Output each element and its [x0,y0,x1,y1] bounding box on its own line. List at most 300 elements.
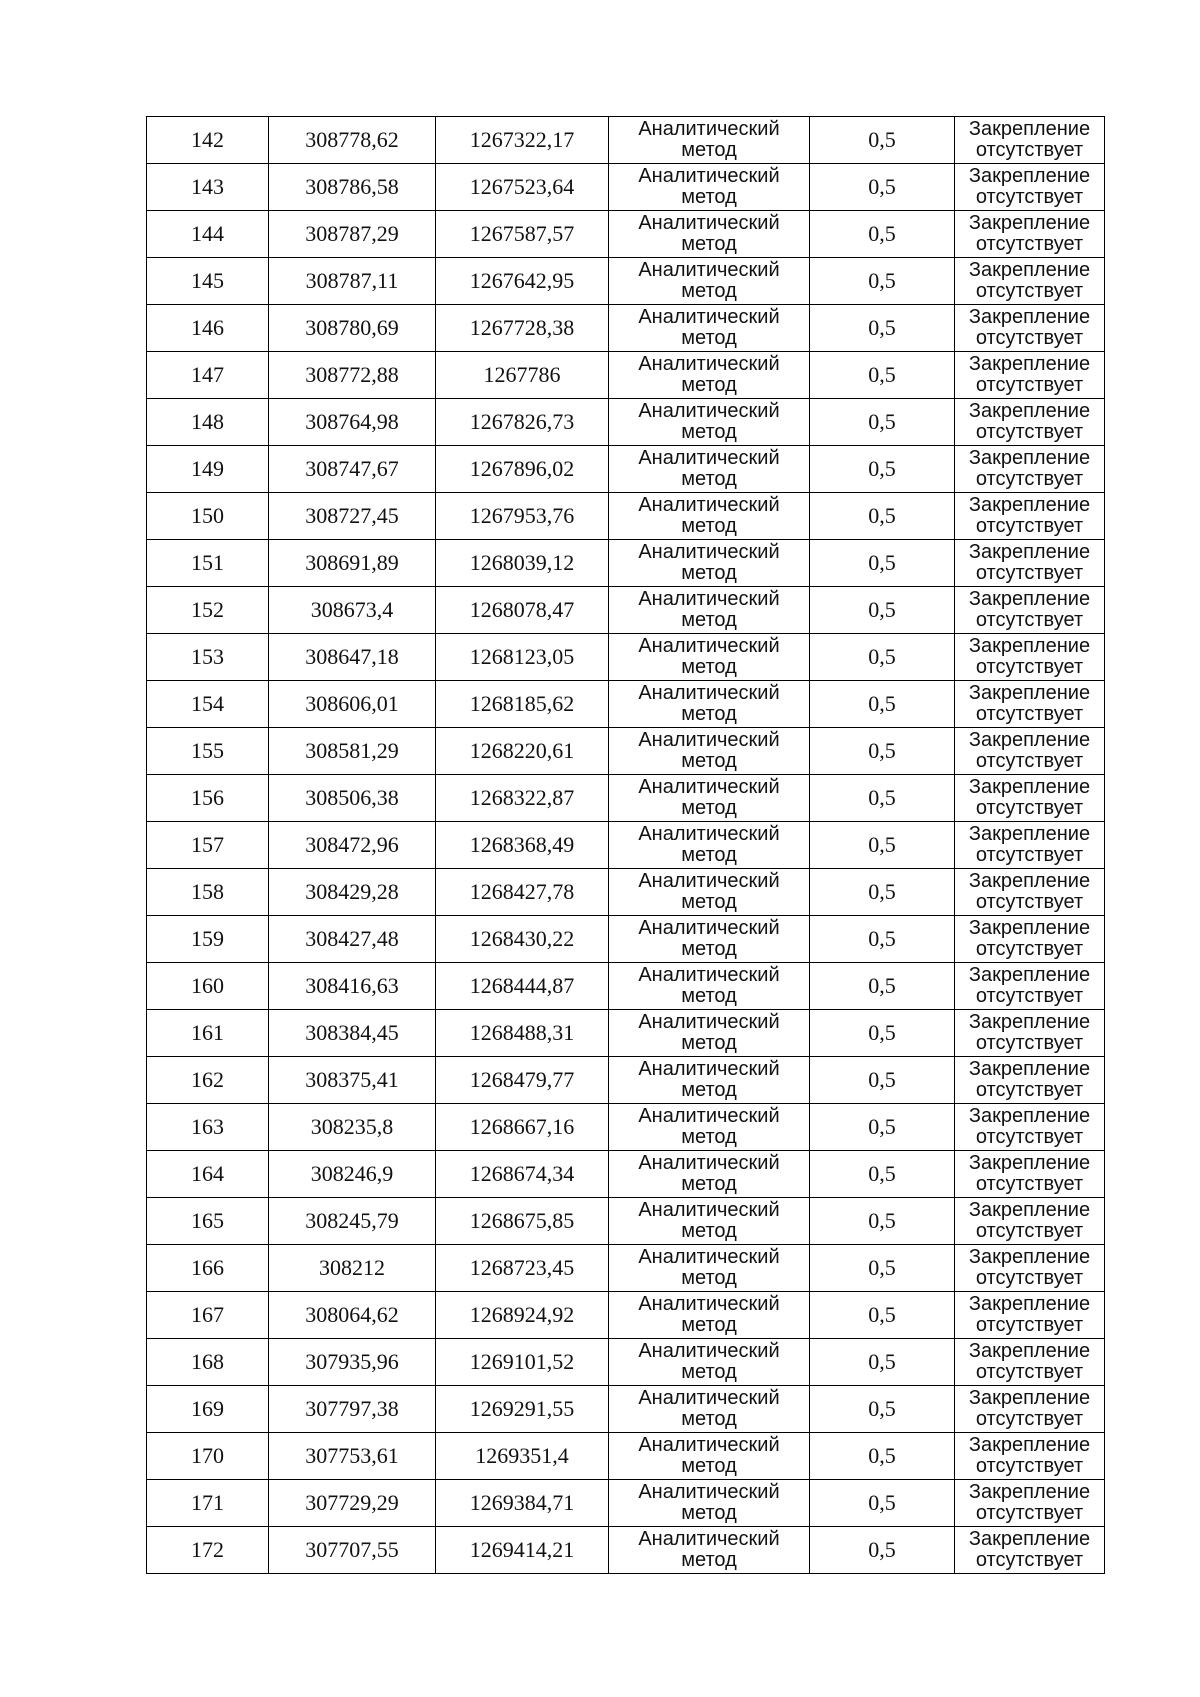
point-number-cell: 161 [147,1010,269,1057]
accuracy-cell: 0,5 [810,634,955,681]
accuracy-cell: 0,5 [810,117,955,164]
method-cell-line2: метод [681,985,737,1007]
method-cell-line1: Аналитический [638,1528,780,1550]
marker-cell-line1: Закрепление [968,870,1091,892]
accuracy-cell: 0,5 [810,1245,955,1292]
y-coordinate-cell: 1269291,55 [436,1386,609,1433]
point-number-cell: 160 [147,963,269,1010]
accuracy-cell: 0,5 [810,869,955,916]
method-cell-line2: метод [681,1173,737,1195]
point-number-cell: 170 [147,1433,269,1480]
point-number-cell: 144 [147,211,269,258]
method-cell-line1: Аналитический [638,776,780,798]
method-cell [609,1245,810,1292]
marker-cell-line1: Закрепление [968,1293,1091,1315]
accuracy-cell: 0,5 [810,1480,955,1527]
marker-cell-line2: отсутствует [975,374,1084,396]
point-number-cell: 157 [147,822,269,869]
marker-cell [955,634,1105,681]
table-row [147,446,1105,493]
accuracy-cell: 0,5 [810,1151,955,1198]
marker-cell [955,1245,1105,1292]
accuracy-cell: 0,5 [810,1198,955,1245]
marker-cell-line1: Закрепление [968,400,1091,422]
method-cell-line2: метод [681,656,737,678]
marker-cell-line2: отсутствует [975,1314,1084,1336]
point-number-cell: 167 [147,1292,269,1339]
point-number-cell: 154 [147,681,269,728]
x-coordinate-cell: 308429,28 [269,869,436,916]
method-cell [609,1104,810,1151]
point-number-cell: 155 [147,728,269,775]
method-cell-line1: Аналитический [638,1340,780,1362]
accuracy-cell: 0,5 [810,1057,955,1104]
y-coordinate-cell: 1268667,16 [436,1104,609,1151]
point-number-cell: 169 [147,1386,269,1433]
y-coordinate-cell: 1268368,49 [436,822,609,869]
y-coordinate-cell: 1269384,71 [436,1480,609,1527]
marker-cell [955,1386,1105,1433]
point-number-cell: 150 [147,493,269,540]
marker-cell-line1: Закрепление [968,447,1091,469]
x-coordinate-cell: 308764,98 [269,399,436,446]
method-cell-line2: метод [681,1126,737,1148]
x-coordinate-cell: 308778,62 [269,117,436,164]
marker-cell-line1: Закрепление [968,353,1091,375]
marker-cell-line1: Закрепление [968,118,1091,140]
method-cell-line2: метод [681,421,737,443]
marker-cell-line2: отсутствует [975,703,1084,725]
marker-cell [955,963,1105,1010]
accuracy-cell: 0,5 [810,305,955,352]
point-number-cell: 146 [147,305,269,352]
x-coordinate-cell: 308416,63 [269,963,436,1010]
accuracy-cell: 0,5 [810,493,955,540]
y-coordinate-cell: 1267322,17 [436,117,609,164]
x-coordinate-cell: 308727,45 [269,493,436,540]
point-number-cell: 153 [147,634,269,681]
marker-cell-line2: отсутствует [975,750,1084,772]
marker-cell-line1: Закрепление [968,1434,1091,1456]
point-number-cell: 143 [147,164,269,211]
marker-cell-line2: отсутствует [975,1502,1084,1524]
x-coordinate-cell: 308235,8 [269,1104,436,1151]
method-cell-line1: Аналитический [638,353,780,375]
method-cell [609,1480,810,1527]
method-cell-line1: Аналитический [638,1105,780,1127]
marker-cell [955,1057,1105,1104]
marker-cell-line2: отсутствует [975,1079,1084,1101]
method-cell-line2: метод [681,374,737,396]
marker-cell [955,1010,1105,1057]
table-row [147,775,1105,822]
point-number-cell: 165 [147,1198,269,1245]
y-coordinate-cell: 1268039,12 [436,540,609,587]
accuracy-cell: 0,5 [810,164,955,211]
point-number-cell: 162 [147,1057,269,1104]
method-cell-line2: метод [681,1549,737,1571]
table-row [147,1480,1105,1527]
x-coordinate-cell: 308246,9 [269,1151,436,1198]
method-cell-line1: Аналитический [638,541,780,563]
accuracy-cell: 0,5 [810,681,955,728]
marker-cell-line2: отсутствует [975,797,1084,819]
marker-cell-line1: Закрепление [968,494,1091,516]
method-cell [609,822,810,869]
x-coordinate-cell: 307797,38 [269,1386,436,1433]
marker-cell-line1: Закрепление [968,1199,1091,1221]
accuracy-cell: 0,5 [810,399,955,446]
accuracy-cell: 0,5 [810,352,955,399]
method-cell [609,587,810,634]
method-cell-line1: Аналитический [638,964,780,986]
method-cell-line2: метод [681,1032,737,1054]
y-coordinate-cell: 1268078,47 [436,587,609,634]
marker-cell [955,1151,1105,1198]
method-cell-line1: Аналитический [638,1481,780,1503]
method-cell-line2: метод [681,1079,737,1101]
marker-cell [955,1104,1105,1151]
marker-cell [955,587,1105,634]
method-cell-line2: метод [681,844,737,866]
table-row [147,117,1105,164]
table-row [147,1245,1105,1292]
x-coordinate-cell: 308375,41 [269,1057,436,1104]
y-coordinate-cell: 1268185,62 [436,681,609,728]
table-row [147,916,1105,963]
marker-cell-line2: отсутствует [975,1173,1084,1195]
marker-cell-line2: отсутствует [975,1361,1084,1383]
x-coordinate-cell: 308581,29 [269,728,436,775]
marker-cell-line1: Закрепление [968,1011,1091,1033]
method-cell-line2: метод [681,515,737,537]
marker-cell [955,1198,1105,1245]
point-number-cell: 142 [147,117,269,164]
method-cell [609,446,810,493]
x-coordinate-cell: 308384,45 [269,1010,436,1057]
marker-cell-line1: Закрепление [968,1528,1091,1550]
point-number-cell: 145 [147,258,269,305]
marker-cell [955,1480,1105,1527]
method-cell-line1: Аналитический [638,494,780,516]
method-cell-line1: Аналитический [638,118,780,140]
method-cell-line1: Аналитический [638,447,780,469]
y-coordinate-cell: 1268220,61 [436,728,609,775]
marker-cell-line2: отсутствует [975,656,1084,678]
y-coordinate-cell: 1268123,05 [436,634,609,681]
x-coordinate-cell: 308506,38 [269,775,436,822]
x-coordinate-cell: 308064,62 [269,1292,436,1339]
marker-cell-line1: Закрепление [968,917,1091,939]
marker-cell [955,1433,1105,1480]
y-coordinate-cell: 1267953,76 [436,493,609,540]
marker-cell-line1: Закрепление [968,212,1091,234]
x-coordinate-cell: 308472,96 [269,822,436,869]
method-cell [609,1057,810,1104]
marker-cell-line1: Закрепление [968,1246,1091,1268]
table-row [147,963,1105,1010]
method-cell-line1: Аналитический [638,729,780,751]
method-cell [609,164,810,211]
method-cell [609,117,810,164]
x-coordinate-cell: 308212 [269,1245,436,1292]
method-cell-line1: Аналитический [638,1387,780,1409]
method-cell-line2: метод [681,233,737,255]
marker-cell [955,352,1105,399]
method-cell-line1: Аналитический [638,165,780,187]
x-coordinate-cell: 308772,88 [269,352,436,399]
table-row [147,493,1105,540]
point-number-cell: 166 [147,1245,269,1292]
point-number-cell: 172 [147,1527,269,1574]
table-row [147,1433,1105,1480]
coordinates-table [146,116,1105,1574]
accuracy-cell: 0,5 [810,1386,955,1433]
x-coordinate-cell: 308245,79 [269,1198,436,1245]
point-number-cell: 158 [147,869,269,916]
accuracy-cell: 0,5 [810,1527,955,1574]
y-coordinate-cell: 1267896,02 [436,446,609,493]
table-row [147,1527,1105,1574]
method-cell [609,1433,810,1480]
method-cell [609,1527,810,1574]
y-coordinate-cell: 1268444,87 [436,963,609,1010]
marker-cell [955,1527,1105,1574]
accuracy-cell: 0,5 [810,963,955,1010]
method-cell-line2: метод [681,468,737,490]
marker-cell-line2: отсутствует [975,985,1084,1007]
marker-cell [955,164,1105,211]
method-cell-line2: метод [681,797,737,819]
y-coordinate-cell: 1267642,95 [436,258,609,305]
table-row [147,164,1105,211]
method-cell-line2: метод [681,609,737,631]
x-coordinate-cell: 308787,11 [269,258,436,305]
marker-cell-line2: отсутствует [975,1220,1084,1242]
marker-cell [955,728,1105,775]
marker-cell [955,399,1105,446]
method-cell-line1: Аналитический [638,400,780,422]
marker-cell-line2: отсутствует [975,562,1084,584]
method-cell [609,211,810,258]
table-row [147,1198,1105,1245]
method-cell-line2: метод [681,1220,737,1242]
method-cell-line2: метод [681,562,737,584]
accuracy-cell: 0,5 [810,1433,955,1480]
marker-cell-line2: отсутствует [975,515,1084,537]
y-coordinate-cell: 1268322,87 [436,775,609,822]
marker-cell-line1: Закрепление [968,964,1091,986]
point-number-cell: 168 [147,1339,269,1386]
point-number-cell: 152 [147,587,269,634]
marker-cell-line2: отсутствует [975,186,1084,208]
method-cell [609,352,810,399]
marker-cell-line2: отсутствует [975,327,1084,349]
marker-cell-line2: отсутствует [975,1408,1084,1430]
method-cell-line1: Аналитический [638,1199,780,1221]
marker-cell [955,258,1105,305]
method-cell [609,399,810,446]
table-row [147,1151,1105,1198]
marker-cell-line2: отсутствует [975,468,1084,490]
method-cell-line2: метод [681,280,737,302]
accuracy-cell: 0,5 [810,446,955,493]
method-cell-line1: Аналитический [638,588,780,610]
table-row [147,1104,1105,1151]
method-cell [609,1386,810,1433]
y-coordinate-cell: 1269351,4 [436,1433,609,1480]
method-cell-line2: метод [681,1455,737,1477]
method-cell [609,963,810,1010]
table-row [147,305,1105,352]
accuracy-cell: 0,5 [810,211,955,258]
marker-cell-line1: Закрепление [968,635,1091,657]
marker-cell-line2: отсутствует [975,280,1084,302]
y-coordinate-cell: 1267728,38 [436,305,609,352]
method-cell-line2: метод [681,1408,737,1430]
x-coordinate-cell: 308691,89 [269,540,436,587]
accuracy-cell: 0,5 [810,258,955,305]
method-cell-line2: метод [681,186,737,208]
accuracy-cell: 0,5 [810,916,955,963]
accuracy-cell: 0,5 [810,1104,955,1151]
marker-cell [955,305,1105,352]
method-cell [609,869,810,916]
y-coordinate-cell: 1267786 [436,352,609,399]
marker-cell-line2: отсутствует [975,139,1084,161]
marker-cell-line1: Закрепление [968,729,1091,751]
method-cell [609,634,810,681]
accuracy-cell: 0,5 [810,1010,955,1057]
method-cell-line1: Аналитический [638,1011,780,1033]
method-cell-line1: Аналитический [638,1058,780,1080]
point-number-cell: 156 [147,775,269,822]
method-cell-line2: метод [681,327,737,349]
marker-cell-line1: Закрепление [968,1387,1091,1409]
marker-cell-line1: Закрепление [968,823,1091,845]
table-row [147,681,1105,728]
point-number-cell: 159 [147,916,269,963]
method-cell [609,493,810,540]
point-number-cell: 148 [147,399,269,446]
marker-cell-line1: Закрепление [968,1105,1091,1127]
method-cell [609,775,810,822]
marker-cell-line1: Закрепление [968,1152,1091,1174]
marker-cell [955,869,1105,916]
point-number-cell: 149 [147,446,269,493]
marker-cell [955,775,1105,822]
marker-cell-line2: отсутствует [975,1267,1084,1289]
point-number-cell: 171 [147,1480,269,1527]
point-number-cell: 164 [147,1151,269,1198]
method-cell-line2: метод [681,1267,737,1289]
table-row [147,728,1105,775]
method-cell-line1: Аналитический [638,870,780,892]
x-coordinate-cell: 308787,29 [269,211,436,258]
marker-cell-line1: Закрепление [968,259,1091,281]
table-row [147,258,1105,305]
marker-cell-line2: отсутствует [975,891,1084,913]
x-coordinate-cell: 308647,18 [269,634,436,681]
x-coordinate-cell: 307729,29 [269,1480,436,1527]
method-cell [609,1339,810,1386]
x-coordinate-cell: 308606,01 [269,681,436,728]
method-cell-line2: метод [681,139,737,161]
y-coordinate-cell: 1268924,92 [436,1292,609,1339]
marker-cell [955,916,1105,963]
marker-cell [955,117,1105,164]
method-cell-line2: метод [681,750,737,772]
method-cell-line1: Аналитический [638,1246,780,1268]
marker-cell-line1: Закрепление [968,1340,1091,1362]
accuracy-cell: 0,5 [810,540,955,587]
marker-cell [955,540,1105,587]
method-cell-line2: метод [681,891,737,913]
marker-cell-line2: отсутствует [975,233,1084,255]
table-row [147,540,1105,587]
table-row [147,634,1105,681]
method-cell [609,681,810,728]
marker-cell-line2: отсутствует [975,1126,1084,1148]
x-coordinate-cell: 307753,61 [269,1433,436,1480]
accuracy-cell: 0,5 [810,1339,955,1386]
x-coordinate-cell: 308427,48 [269,916,436,963]
x-coordinate-cell: 308673,4 [269,587,436,634]
method-cell-line2: метод [681,703,737,725]
marker-cell-line2: отсутствует [975,421,1084,443]
marker-cell-line1: Закрепление [968,1481,1091,1503]
y-coordinate-cell: 1267587,57 [436,211,609,258]
method-cell-line2: метод [681,1314,737,1336]
y-coordinate-cell: 1268427,78 [436,869,609,916]
y-coordinate-cell: 1267826,73 [436,399,609,446]
table-row [147,399,1105,446]
method-cell [609,1010,810,1057]
method-cell [609,728,810,775]
x-coordinate-cell: 307707,55 [269,1527,436,1574]
accuracy-cell: 0,5 [810,1292,955,1339]
method-cell-line1: Аналитический [638,1293,780,1315]
y-coordinate-cell: 1269101,52 [436,1339,609,1386]
marker-cell-line2: отсутствует [975,938,1084,960]
table-row [147,211,1105,258]
y-coordinate-cell: 1267523,64 [436,164,609,211]
y-coordinate-cell: 1268479,77 [436,1057,609,1104]
accuracy-cell: 0,5 [810,728,955,775]
table-row [147,587,1105,634]
y-coordinate-cell: 1268723,45 [436,1245,609,1292]
marker-cell-line1: Закрепление [968,541,1091,563]
method-cell-line1: Аналитический [638,635,780,657]
x-coordinate-cell: 308786,58 [269,164,436,211]
accuracy-cell: 0,5 [810,822,955,869]
marker-cell [955,1292,1105,1339]
y-coordinate-cell: 1269414,21 [436,1527,609,1574]
x-coordinate-cell: 307935,96 [269,1339,436,1386]
method-cell-line1: Аналитический [638,259,780,281]
point-number-cell: 151 [147,540,269,587]
table-row [147,869,1105,916]
marker-cell-line1: Закрепление [968,1058,1091,1080]
method-cell-line1: Аналитический [638,306,780,328]
table-row [147,1010,1105,1057]
method-cell [609,916,810,963]
marker-cell-line2: отсутствует [975,1455,1084,1477]
method-cell-line2: метод [681,1502,737,1524]
y-coordinate-cell: 1268675,85 [436,1198,609,1245]
method-cell [609,1292,810,1339]
marker-cell-line1: Закрепление [968,306,1091,328]
